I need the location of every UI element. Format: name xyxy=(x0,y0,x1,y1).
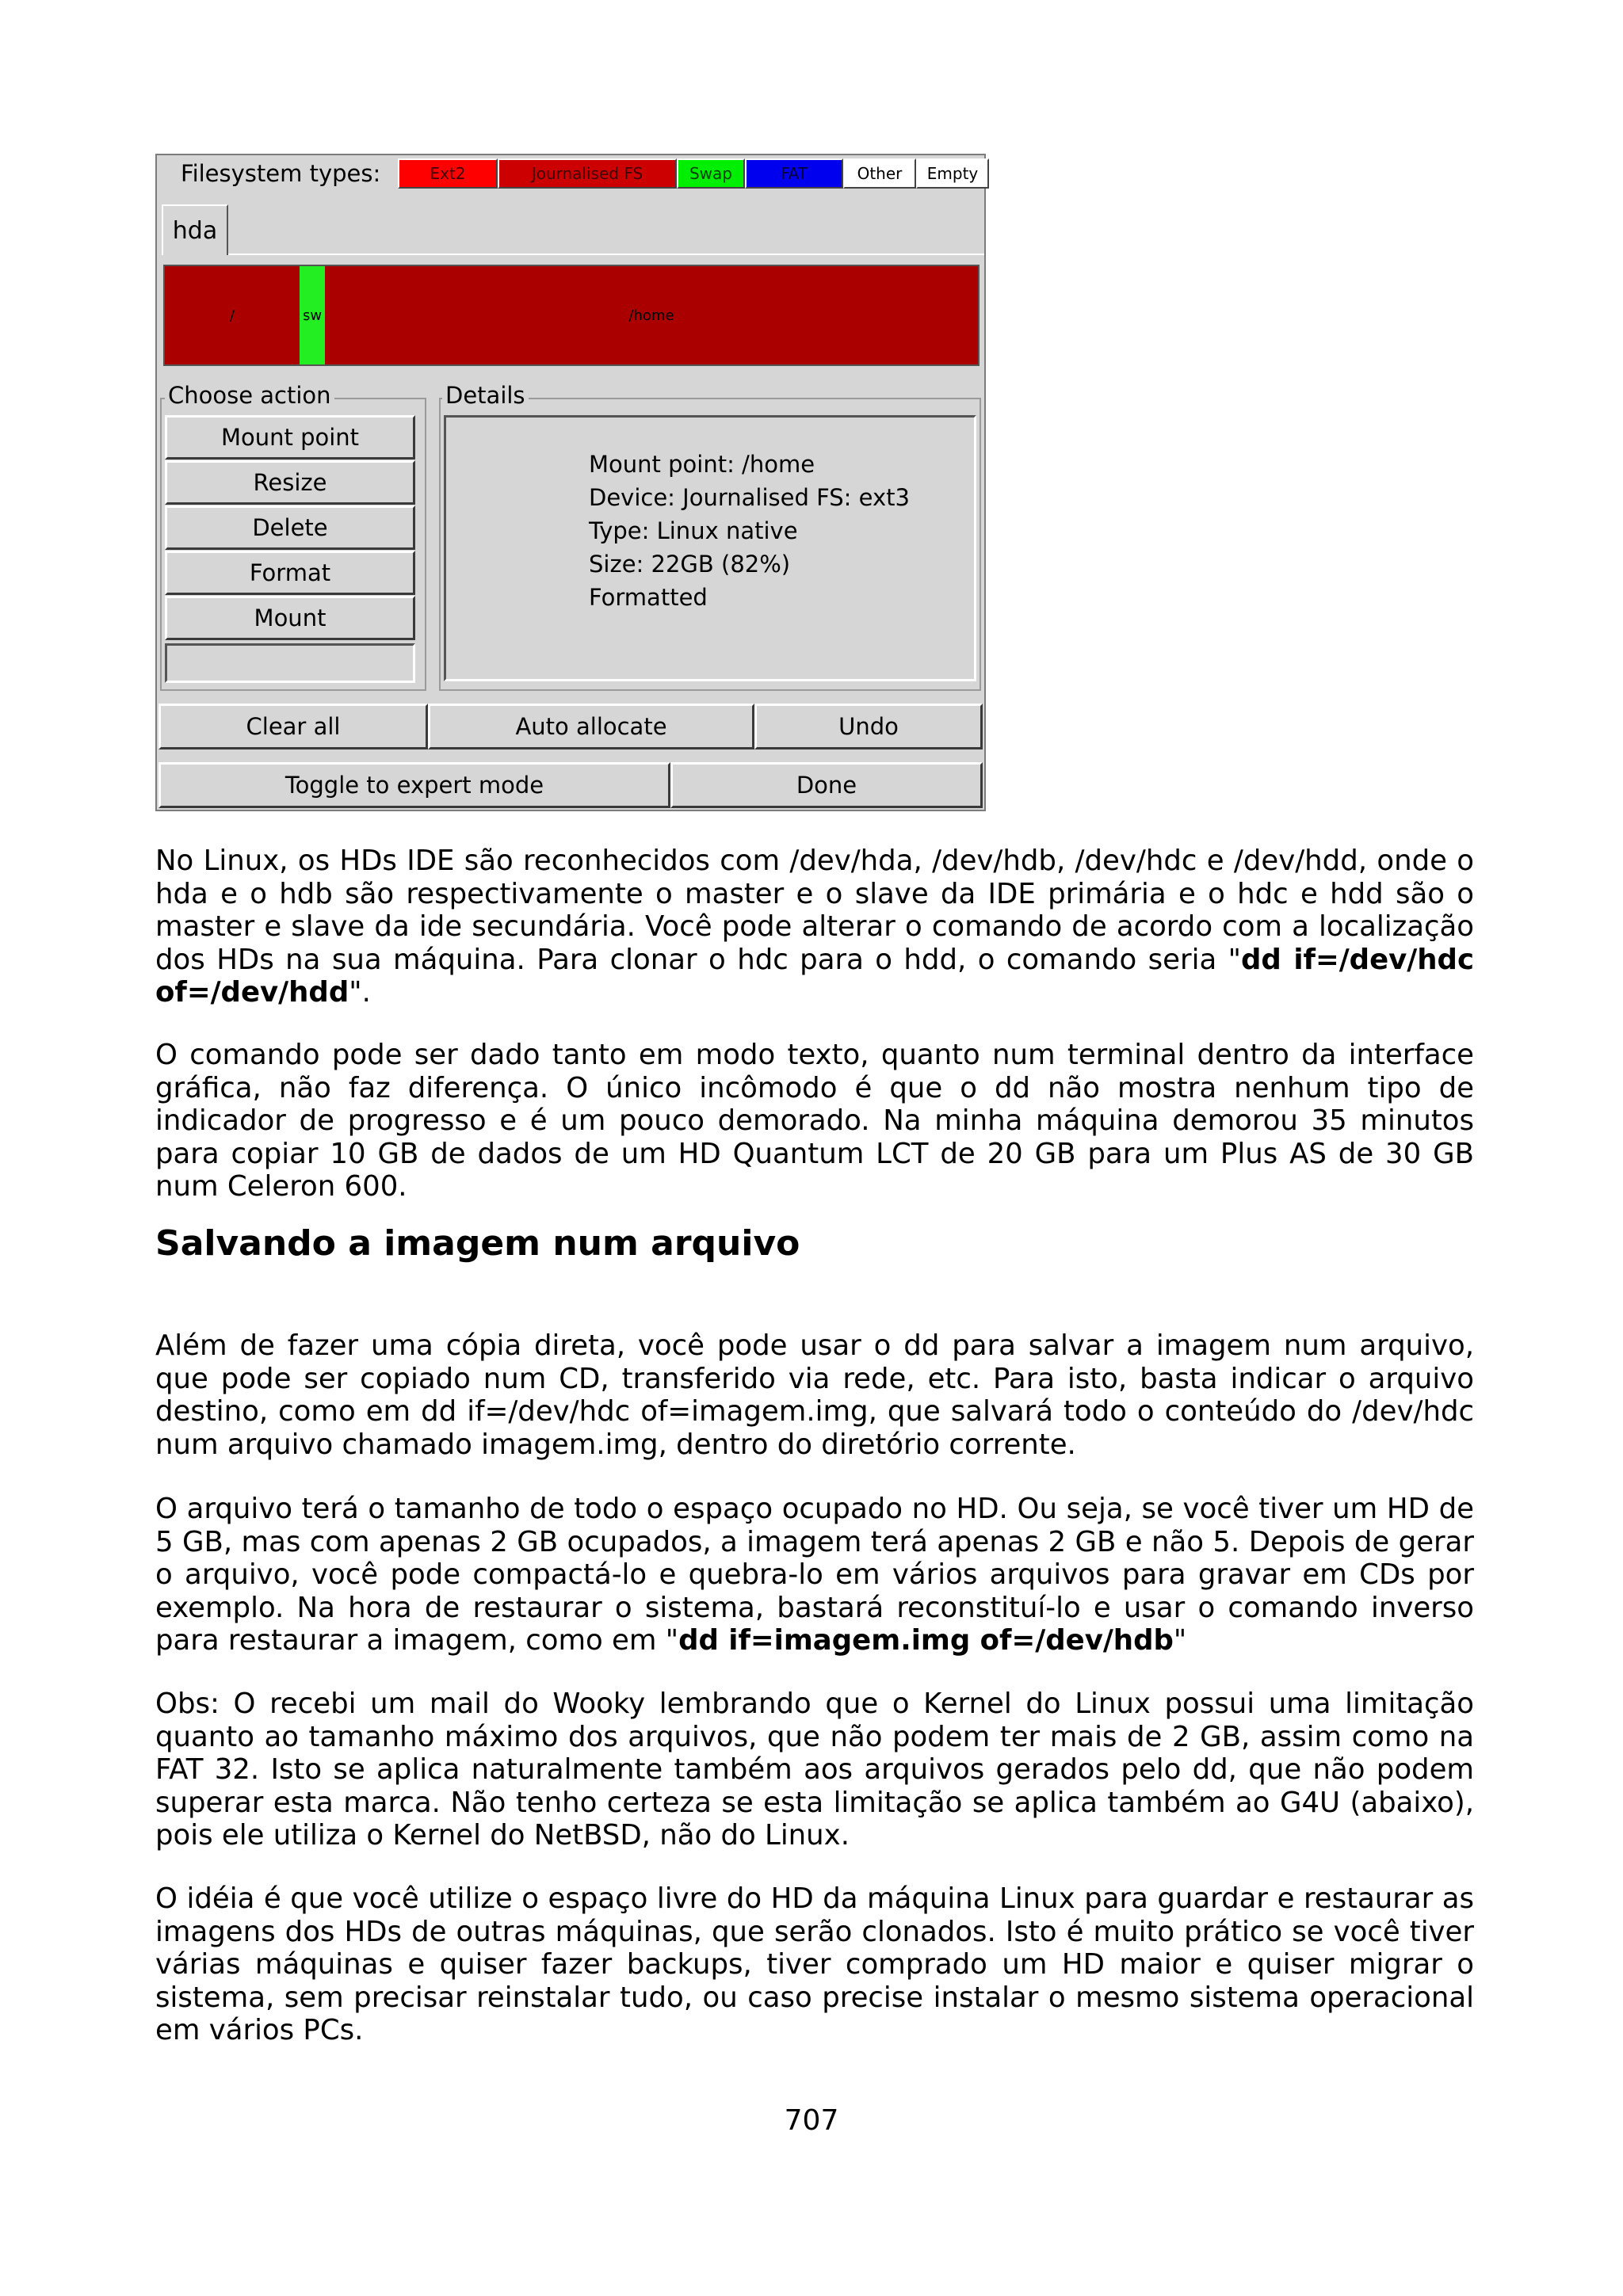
paragraph-ide-devices-text: No Linux, os HDs IDE são reconhecidos com /dev/hda, /dev/hdb, /dev/hdc e /dev/hdd, onde o hda e o hdb são respectivamente o master e o slave da IDE primária e o hdc e hdd são o master e slave da ide secundária. Você pode alterar o comando de acordo com a localização dos HDs na sua máquina. Para clonar o hdc para o hdd, o comando seria " xyxy=(155,845,1474,976)
paragraph-kernel-limit: Obs: O recebi um mail do Wooky lembrando que o Kernel do Linux possui uma limitação quanto ao tamanho máximo dos arquivos, que não podem ter mais de 2 GB, assim como na FAT 32. Isto se aplica naturalmente também aos arquivos gerados pelo dd, que não podem superar esta marca. Não tenho certeza se esta limitação se aplica também ao G4U (abaixo), pois ele utiliza o Kernel do NetBSD, não do Linux. xyxy=(155,1688,1474,1852)
paragraph-command-mode: O comando pode ser dado tanto em modo texto, quanto num terminal dentro da interface gráfica, não faz diferença. O único incômodo é que o dd não mostra nenhum tipo de indicador de progresso e é um pouco demorado. Na minha máquina demorou 35 minutos para copiar 10 GB de dados de um HD Quantum LCT de 20 GB para um Plus AS de 30 GB num Celeron 600. xyxy=(155,1039,1474,1203)
details-panel xyxy=(444,415,976,681)
clear-all-button[interactable]: Clear all xyxy=(158,704,428,749)
legend-ext2-button[interactable]: Ext2 xyxy=(398,158,498,189)
partition-home[interactable]: /home xyxy=(325,266,978,364)
mount-button[interactable]: Mount xyxy=(165,596,415,640)
partition-root[interactable]: / xyxy=(165,266,300,364)
mount-point-button[interactable]: Mount point xyxy=(165,415,415,460)
resize-button[interactable]: Resize xyxy=(165,460,415,505)
paragraph-file-size-text: O arquivo terá o tamanho de todo o espaço ocupado no HD. Ou seja, se você tiver um HD de 5 GB, mas com apenas 2 GB ocupados, a imagem terá apenas 2 GB e não 5. Depois de gerar o arquivo, você pode compactá-lo e quebra-lo em vários arquivos para gravar em CDs por exemplo. Na hora de restaurar o sistema, bastará reconstituí-lo e usar o comando inverso para restaurar a imagem, como em " xyxy=(155,1493,1474,1657)
dd-clone-command: dd if=/dev/hdc of=/dev/hdd xyxy=(155,943,1474,1009)
delete-button[interactable]: Delete xyxy=(165,505,415,550)
paragraph-file-size xyxy=(155,1493,1474,1657)
legend-fat-button[interactable]: FAT xyxy=(745,158,843,189)
filesystem-legend xyxy=(398,158,989,189)
page-number: 707 xyxy=(784,2104,839,2137)
legend-journalised-fs-button[interactable]: Journalised FS xyxy=(498,158,677,189)
detail-type: Type: Linux native xyxy=(589,517,798,544)
details-title: Details xyxy=(442,382,529,409)
partition-bar xyxy=(163,265,980,366)
disk-tab-hda[interactable]: hda xyxy=(162,204,228,255)
undo-button[interactable]: Undo xyxy=(754,704,983,749)
done-button[interactable]: Done xyxy=(670,762,983,808)
detail-device: Device: Journalised FS: ext3 xyxy=(589,484,910,511)
detail-formatted: Formatted xyxy=(589,584,708,611)
legend-empty-button[interactable]: Empty xyxy=(916,158,989,189)
paragraph-ide-devices-end: ". xyxy=(349,976,371,1009)
tab-divider xyxy=(228,254,984,255)
filesystem-types-label: Filesystem types: xyxy=(181,160,381,187)
paragraph-file-size-end: " xyxy=(1173,1624,1187,1657)
partition-swap[interactable]: sw xyxy=(300,266,325,364)
paragraph-save-image: Além de fazer uma cópia direta, você pode usar o dd para salvar a imagem num arquivo, que pode ser copiado num CD, transferido via rede, etc. Para isto, basta indicar o arquivo destino, como em dd if=/dev/hdc of=imagem.img, que salvará todo o conteúdo do /dev/hdc num arquivo chamado imagem.img, dentro do diretório corrente. xyxy=(155,1329,1474,1461)
legend-other-button[interactable]: Other xyxy=(843,158,916,189)
section-heading: Salvando a imagem num arquivo xyxy=(155,1223,800,1264)
choose-action-title: Choose action xyxy=(165,382,334,409)
action-empty-slot xyxy=(165,643,415,683)
partitioner-screenshot xyxy=(155,154,986,811)
paragraph-idea: O idéia é que você utilize o espaço livre do HD da máquina Linux para guardar e restaurar as imagens dos HDs de outras máquinas, que serão clonados. Isto é muito prático se você tiver várias máquinas e quiser fazer backups, tiver comprado um HD maior e quiser migrar o sistema, sem precisar reinstalar tudo, ou caso precise instalar o mesmo sistema operacional em vários PCs. xyxy=(155,1882,1474,2046)
legend-swap-button[interactable]: Swap xyxy=(677,158,745,189)
detail-size: Size: 22GB (82%) xyxy=(589,551,791,578)
paragraph-ide-devices xyxy=(155,845,1474,1009)
auto-allocate-button[interactable]: Auto allocate xyxy=(428,704,754,749)
dd-restore-command: dd if=imagem.img of=/dev/hdb xyxy=(678,1624,1174,1657)
detail-mount-point: Mount point: /home xyxy=(589,451,815,478)
toggle-expert-mode-button[interactable]: Toggle to expert mode xyxy=(158,762,670,808)
format-button[interactable]: Format xyxy=(165,551,415,595)
